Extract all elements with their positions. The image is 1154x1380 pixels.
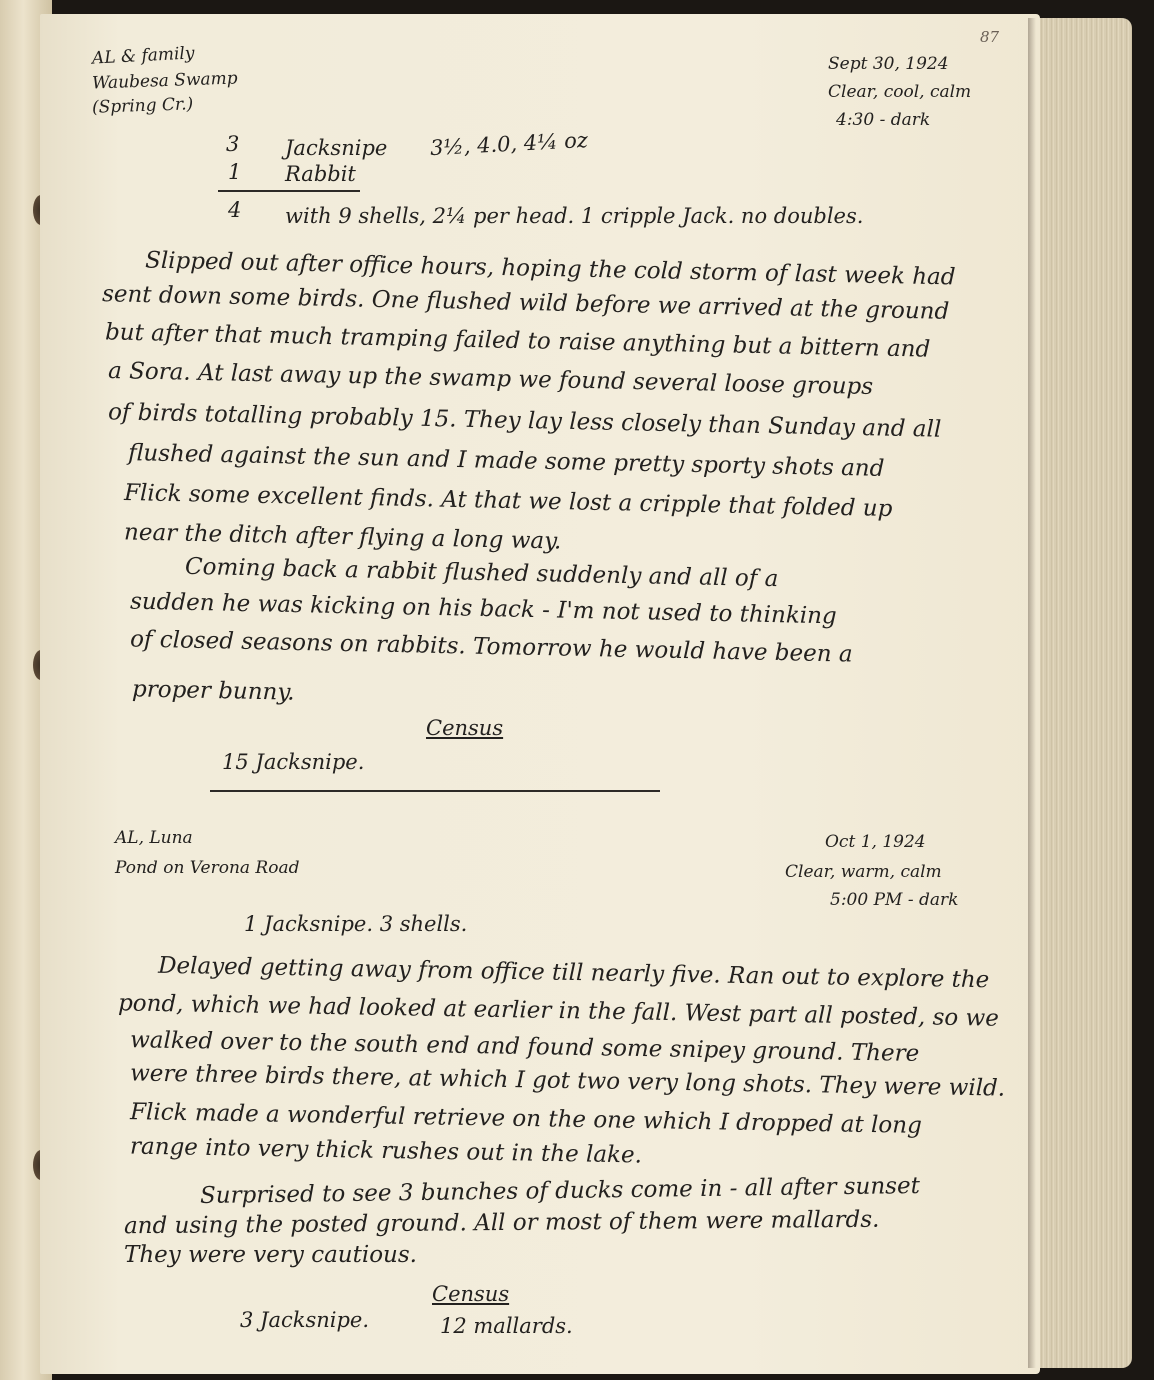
- weather: Clear, warm, calm: [785, 862, 942, 882]
- census-heading: Census: [426, 716, 504, 740]
- bag-count: 3: [226, 132, 240, 156]
- census-heading: Census: [432, 1282, 510, 1306]
- total-count: 4: [228, 198, 242, 222]
- narrative-line: sent down some birds. One flushed wild before we arrived at the ground: [101, 281, 950, 325]
- time: 4:30 - dark: [836, 110, 931, 130]
- bag-item: Jacksnipe: [285, 136, 388, 160]
- header-line: Pond on Verona Road: [115, 858, 300, 878]
- narrative-line: sudden he was kicking on his back - I'm not used to thinking: [129, 588, 837, 630]
- narrative-line: of closed seasons on rabbits. Tomorrow he would have been a: [129, 626, 853, 668]
- census-line: 15 Jacksnipe.: [222, 750, 365, 774]
- total-detail: with 9 shells, 2¼ per head. 1 cripple Jack. no doubles.: [285, 204, 864, 228]
- header-line: AL & family: [91, 43, 195, 69]
- narrative-line: Slipped out after office hours, hoping the cold storm of last week had: [144, 247, 956, 291]
- narrative-line: were three birds there, at which I got two very long shots. They were wild.: [129, 1060, 1006, 1102]
- narrative-line: They were very cautious.: [124, 1242, 417, 1268]
- narrative-line: Surprised to see 3 bunches of ducks come in - all after sunset: [199, 1172, 921, 1210]
- narrative-line: walked over to the south end and found some snipey ground. There: [129, 1027, 920, 1067]
- narrative-line: Flick made a wonderful retrieve on the one which I dropped at long: [129, 1099, 923, 1139]
- census-line: 3 Jacksnipe.: [240, 1308, 370, 1332]
- narrative-line: near the ditch after flying a long way.: [123, 519, 562, 555]
- narrative-line: proper bunny.: [131, 676, 295, 706]
- tally-rule: [218, 190, 360, 192]
- page-number: 87: [980, 28, 1000, 46]
- header-line: AL, Luna: [115, 828, 193, 848]
- narrative-line: a Sora. At last away up the swamp we found several loose groups: [107, 357, 874, 401]
- narrative-line: but after that much tramping failed to raise anything but a bittern and: [104, 319, 931, 363]
- header-line: Waubesa Swamp: [91, 68, 238, 94]
- time: 5:00 PM - dark: [830, 890, 959, 910]
- narrative-line: and using the posted ground. All or most of them were mallards.: [123, 1206, 880, 1240]
- narrative-line: Coming back a rabbit flushed suddenly and all of a: [184, 553, 779, 593]
- narrative-line: range into very thick rushes out in the lake.: [129, 1133, 643, 1169]
- bag-detail: 3½, 4.0, 4¼ oz: [429, 127, 589, 161]
- weather: Clear, cool, calm: [828, 82, 972, 102]
- narrative-line: flushed against the sun and I made some pretty sporty shots and: [127, 440, 885, 482]
- bag-line: 1 Jacksnipe. 3 shells.: [244, 912, 468, 936]
- narrative-line: Flick some excellent finds. At that we lost a cripple that folded up: [123, 479, 893, 523]
- bag-count: 1: [228, 160, 242, 184]
- narrative-line: pond, which we had looked at earlier in the fall. West part all posted, so we: [117, 990, 1000, 1032]
- date: Sept 30, 1924: [828, 54, 949, 74]
- bag-item: Rabbit: [285, 162, 356, 186]
- census-line: 12 mallards.: [440, 1314, 573, 1338]
- header-line: (Spring Cr.): [91, 94, 194, 118]
- narrative-line: Delayed getting away from office till nearly five. Ran out to explore the: [157, 952, 990, 994]
- gutter-shadow: [1028, 18, 1036, 1368]
- narrative-line: of birds totalling probably 15. They lay less closely than Sunday and all: [107, 399, 942, 443]
- entry-divider: [210, 790, 660, 792]
- page-stack-edges: [1030, 18, 1132, 1368]
- date: Oct 1, 1924: [825, 832, 926, 852]
